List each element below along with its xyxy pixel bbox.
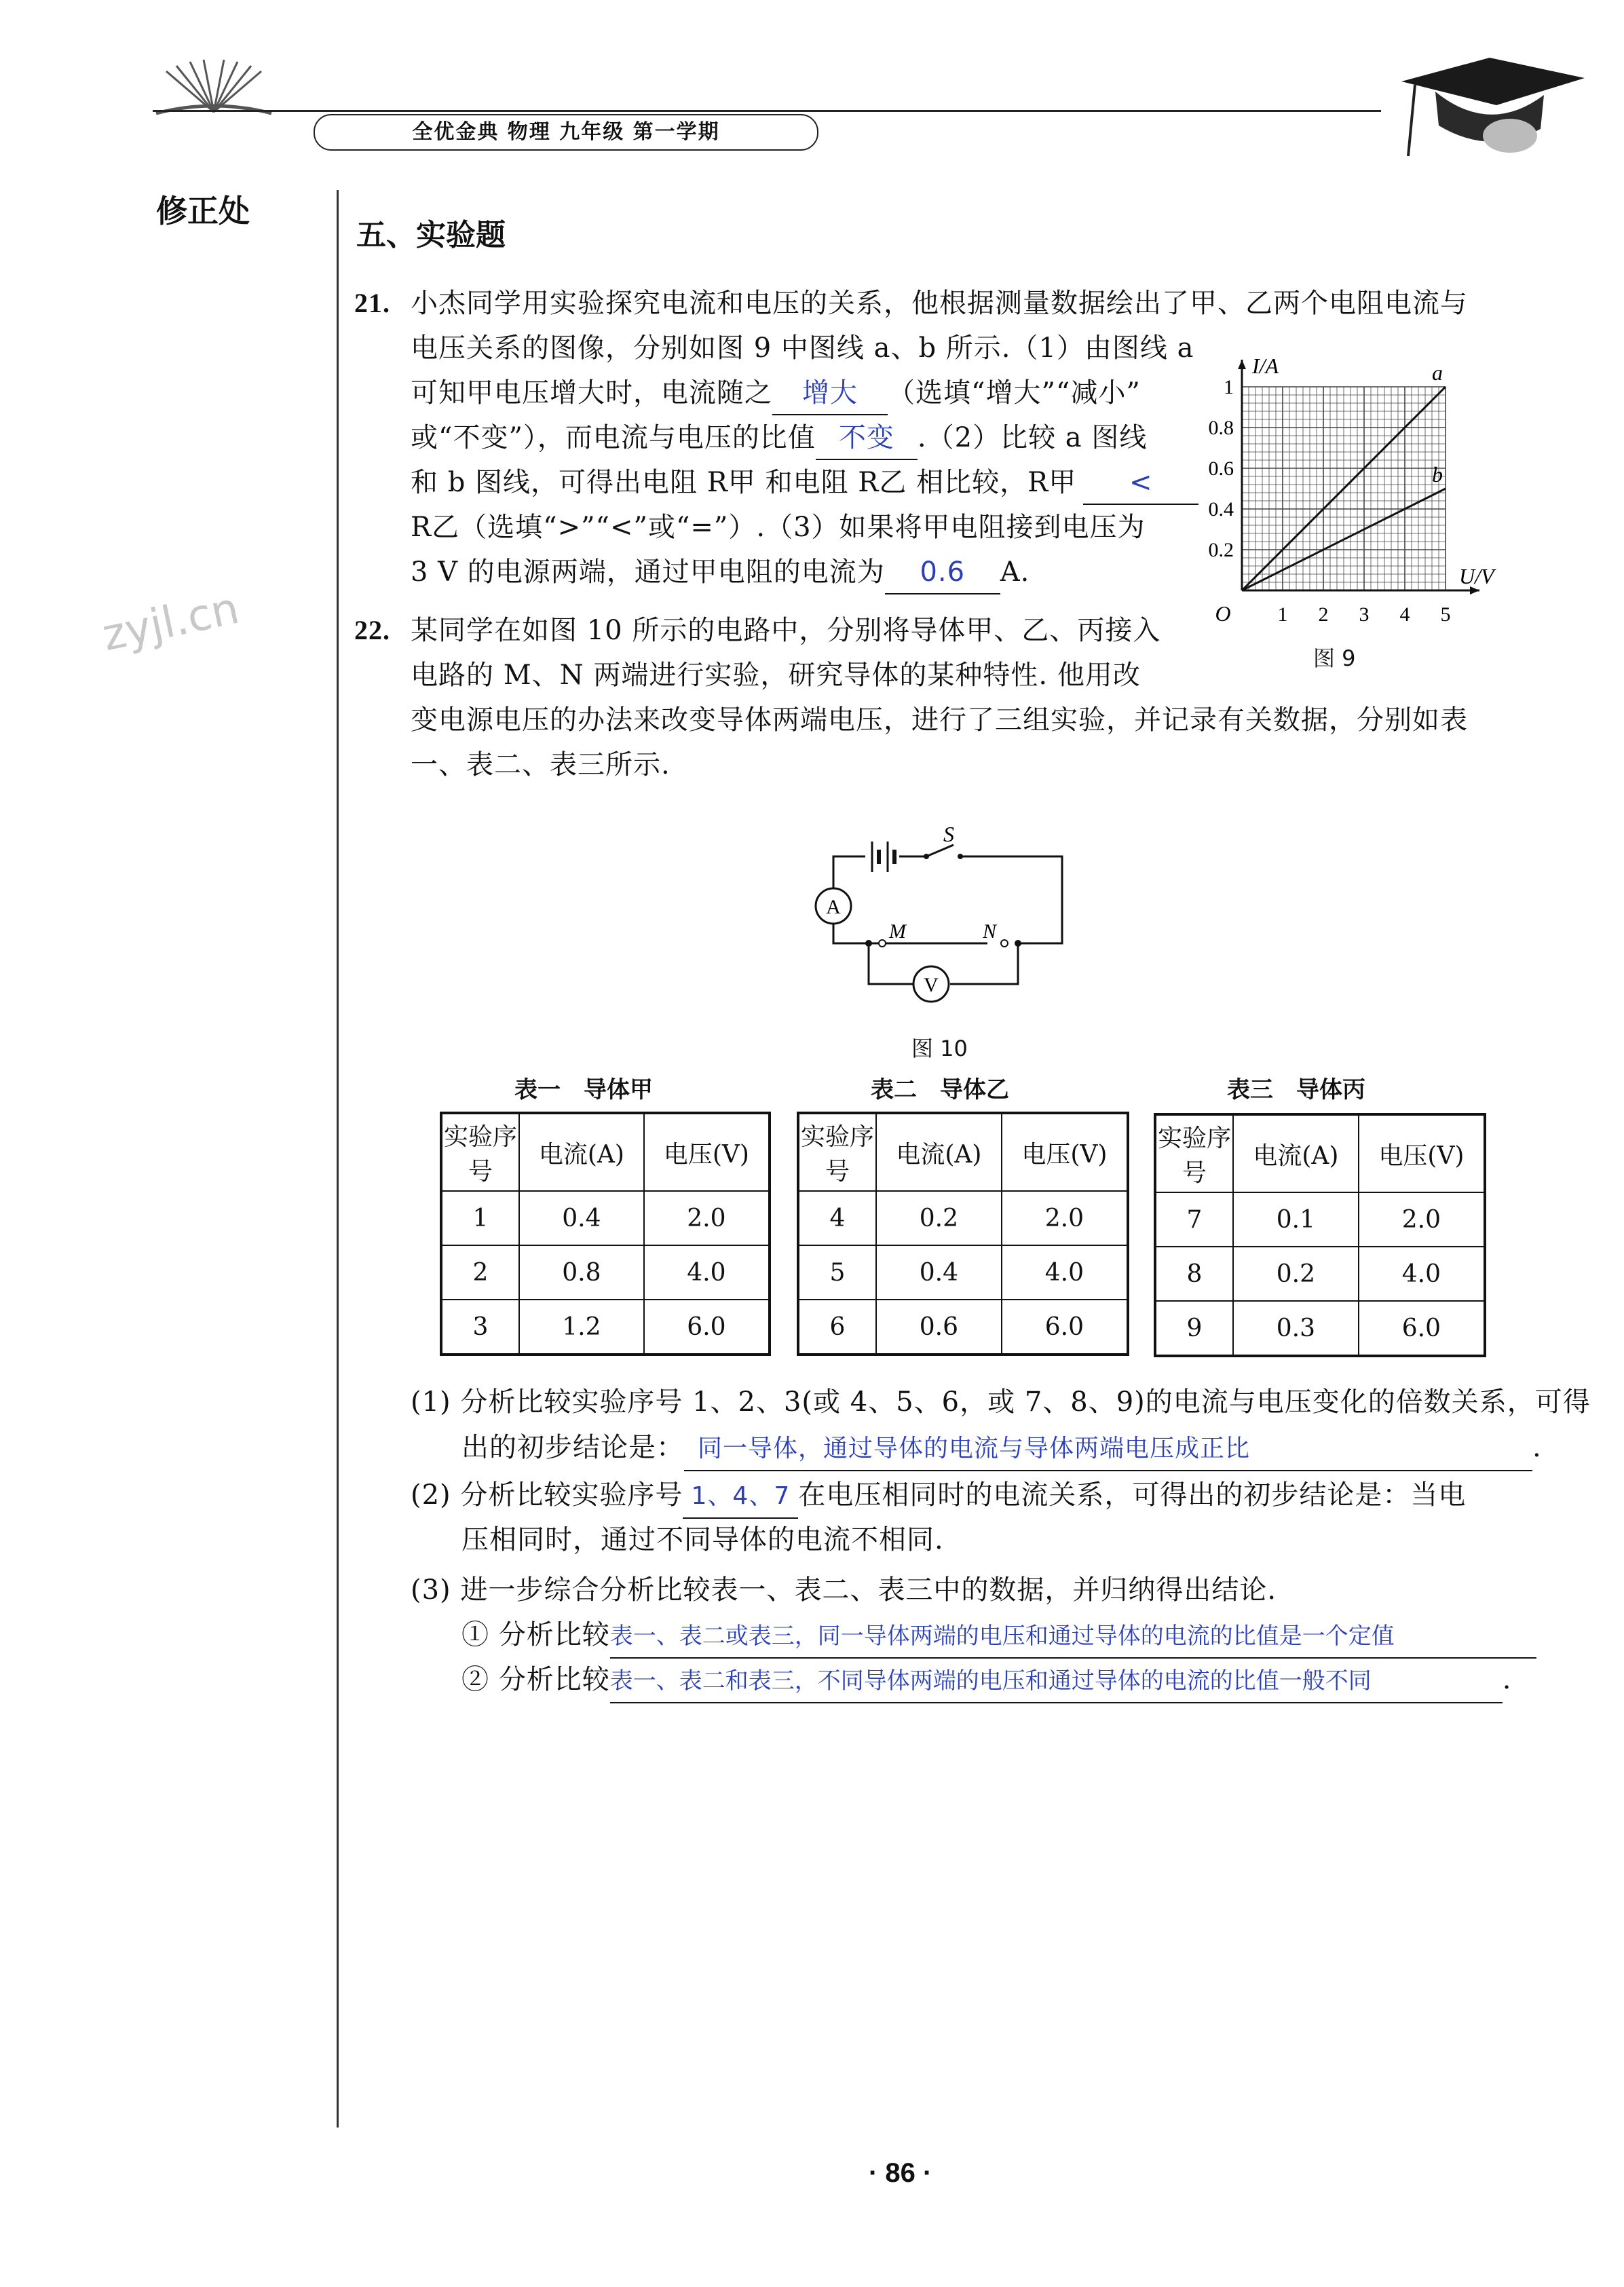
analysis-answer-2: 1、4、7 <box>683 1475 798 1519</box>
q22-line2: 电路的 M、N 两端进行实验，研究导体的某种特性. 他用改 <box>411 660 1141 691</box>
analysis-3-line: (3) 进一步综合分析比较表一、表二、表三中的数据，并归纳得出结论. <box>411 1574 1277 1606</box>
q22-line4: 一、表二、表三所示. <box>411 749 671 780</box>
terminal-m-label: M <box>889 920 906 943</box>
voltmeter-icon <box>913 966 949 1002</box>
table-2 <box>797 1112 1129 1356</box>
table-cell: 5 <box>798 1245 876 1300</box>
table-3 <box>1154 1113 1486 1357</box>
table-cell: 0.6 <box>876 1300 1002 1355</box>
series-label-a: a <box>1432 360 1443 385</box>
q22-line3: 变电源电压的办法来改变导体两端电压，进行了三组实验，并记录有关数据，分别如表 <box>411 704 1468 736</box>
header-rule <box>153 110 1381 112</box>
y-tick-label: 1 <box>1224 376 1234 398</box>
q21-line3: 可知甲电压增大时，电流随之 增大 （选填“增大”“减小” <box>411 372 1141 415</box>
table-3-caption: 表三 导体丙 <box>1227 1076 1365 1103</box>
margin-label: 修正处 <box>156 193 250 229</box>
q21-line5: 和 b 图线，可得出电阻 R甲 和电阻 R乙 相比较，R甲 < <box>411 461 1198 505</box>
table-header: 电流(A) <box>519 1113 644 1191</box>
analysis-answer-1: 同一导体，通过导体的电流与导体两端电压成正比 <box>684 1428 1532 1471</box>
table-header: 实验序号 <box>1155 1114 1233 1192</box>
y-tick-label: 0.6 <box>1208 457 1234 480</box>
table-cell: 2.0 <box>1002 1191 1128 1245</box>
svg-text:V: V <box>924 974 939 996</box>
analysis-3-2-line: ② 分析比较表一、表二和表三，不同导体两端的电压和通过导体的电流的比值一般不同 . <box>461 1659 1511 1703</box>
table-cell: 6.0 <box>1359 1301 1485 1356</box>
q21-answer-1: 增大 <box>772 372 888 415</box>
y-axis-label: I/A <box>1252 354 1279 378</box>
table-header: 电压(V) <box>1359 1114 1485 1192</box>
table-cell: 0.4 <box>519 1191 644 1245</box>
y-axis-arrow <box>1238 360 1246 369</box>
table-cell: 0.2 <box>876 1191 1002 1245</box>
x-tick-label: 5 <box>1440 603 1451 626</box>
table-cell: 0.3 <box>1233 1301 1359 1356</box>
table-header: 电流(A) <box>1233 1114 1359 1192</box>
x-axis-label: U/V <box>1459 564 1494 588</box>
q22-line1: 某同学在如图 10 所示的电路中，分别将导体甲、乙、丙接入 <box>411 615 1161 646</box>
table-cell: 4.0 <box>1002 1245 1128 1300</box>
table-cell: 2.0 <box>1359 1192 1485 1247</box>
q21-line1: 小杰同学用实验探究电流和电压的关系，他根据测量数据绘出了甲、乙两个电阻电流与 <box>411 288 1468 319</box>
analysis-2-line2: 压相同时，通过不同导体的电流不相同. <box>461 1524 944 1555</box>
margin-rule <box>337 190 339 2128</box>
q21-answer-2: 不变 <box>816 417 918 460</box>
analysis-answer-3-1: 表一、表二或表三，同一导体两端的电压和通过导体的电流的比值是一个定值 <box>610 1615 1536 1659</box>
x-tick-label: 2 <box>1318 603 1329 626</box>
q21-answer-4: 0.6 <box>885 551 1000 594</box>
table-cell: 7 <box>1155 1192 1233 1247</box>
analysis-2-line1: (2) 分析比较实验序号 1、4、7 在电压相同时的电流关系，可得出的初步结论是：当电 <box>411 1474 1466 1519</box>
table-cell: 0.1 <box>1233 1192 1359 1247</box>
figure-9-caption: 图 9 <box>1313 645 1356 671</box>
table-cell: 2.0 <box>644 1191 770 1245</box>
table-cell: 0.2 <box>1233 1247 1359 1301</box>
table-header: 实验序号 <box>798 1113 876 1191</box>
table-header: 电压(V) <box>1002 1113 1128 1191</box>
analysis-3-1-line: ① 分析比较表一、表二或表三，同一导体两端的电压和通过导体的电流的比值是一个定值 <box>461 1614 1536 1659</box>
table-cell: 2 <box>441 1245 519 1300</box>
ammeter-icon <box>816 888 851 924</box>
table-cell: 6 <box>798 1300 876 1355</box>
graduation-cap-icon <box>1388 54 1591 163</box>
table-cell: 6.0 <box>1002 1300 1128 1355</box>
figure-9-chart <box>1194 353 1513 679</box>
analysis-1-line2: 出的初步结论是： 同一导体，通过导体的电流与导体两端电压成正比 . <box>461 1426 1542 1471</box>
table-cell: 4.0 <box>1359 1247 1485 1301</box>
watermark: zyjl.cn <box>98 583 244 662</box>
switch-label: S <box>943 822 954 846</box>
table-header: 电流(A) <box>876 1113 1002 1191</box>
analysis-1-line1: (1) 分析比较实验序号 1、2、3(或 4、5、6，或 7、8、9)的电流与电压变化的倍数关系，可得 <box>411 1386 1591 1418</box>
table-cell: 4.0 <box>644 1245 770 1300</box>
y-tick-label: 0.4 <box>1208 498 1234 521</box>
x-tick-label: 1 <box>1277 603 1288 626</box>
x-tick-label: 4 <box>1399 603 1410 626</box>
table-2-caption: 表二 导体乙 <box>871 1076 1009 1103</box>
series-label-b: b <box>1432 462 1443 487</box>
figure-10-caption: 图 10 <box>911 1036 968 1061</box>
x-tick-label: 3 <box>1359 603 1370 626</box>
table-cell: 9 <box>1155 1301 1233 1356</box>
q21-number: 21. <box>354 288 390 318</box>
table-cell: 4 <box>798 1191 876 1245</box>
table-cell: 3 <box>441 1300 519 1355</box>
origin-label: O <box>1215 601 1231 626</box>
analysis-answer-3-2: 表一、表二和表三，不同导体两端的电压和通过导体的电流的比值一般不同 <box>610 1660 1503 1703</box>
q21-line4: 或“不变”），而电流与电压的比值 不变 .（2）比较 a 图线 <box>411 417 1147 460</box>
q21-line6: R乙（选填“>”“<”或“=”）.（3）如果将甲电阻接到电压为 <box>411 512 1146 543</box>
table-header: 实验序号 <box>441 1113 519 1191</box>
table-cell: 1 <box>441 1191 519 1245</box>
figure-10-circuit <box>801 821 1086 1018</box>
q21-answer-3: < <box>1083 461 1198 505</box>
y-tick-label: 0.2 <box>1208 539 1234 561</box>
header-title: 全优金典 物理 九年级 第一学期 <box>314 114 818 151</box>
table-1-caption: 表一 导体甲 <box>514 1076 653 1103</box>
table-cell: 1.2 <box>519 1300 644 1355</box>
table-cell: 6.0 <box>644 1300 770 1355</box>
q21-line7: 3 V 的电源两端，通过甲电阻的电流为 0.6 A. <box>411 551 1030 594</box>
q21-line2: 电压关系的图像，分别如图 9 中图线 a、b 所示.（1）由图线 a <box>411 333 1194 364</box>
table-cell: 8 <box>1155 1247 1233 1301</box>
table-1 <box>440 1112 771 1356</box>
table-cell: 0.8 <box>519 1245 644 1300</box>
page-number: · 86 · <box>869 2158 932 2188</box>
svg-text:A: A <box>826 896 841 918</box>
section-title: 五、实验题 <box>356 218 506 252</box>
q22-number: 22. <box>354 615 390 645</box>
table-header: 电压(V) <box>644 1113 770 1191</box>
terminal-n-label: N <box>983 920 997 943</box>
table-cell: 0.4 <box>876 1245 1002 1300</box>
y-tick-label: 0.8 <box>1208 417 1234 439</box>
